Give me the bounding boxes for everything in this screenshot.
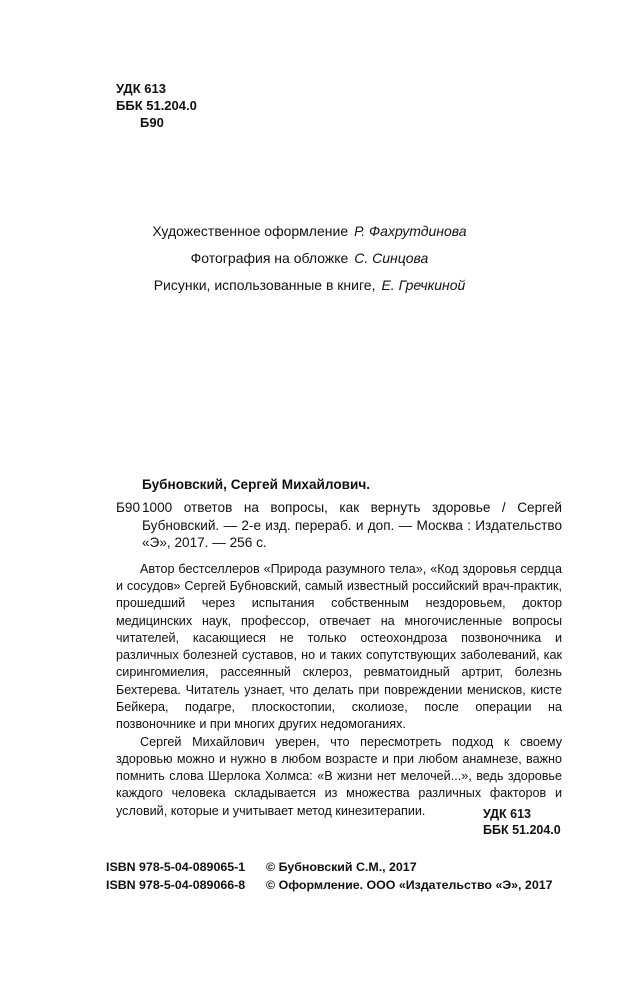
imprint-block <box>106 858 576 894</box>
record-author-heading: Бубновский, Сергей Михайлович. <box>142 477 371 492</box>
udk-code: УДК 613 <box>116 81 166 96</box>
record-description: 1000 ответов на вопросы, как вернуть здоровье / Сергей Бубновский. — 2-е изд. перераб. и доп. — Москва : Издательство «Э», 2017. — 256 с. <box>142 500 562 551</box>
author-mark: Б90 <box>140 115 164 130</box>
imprint-row <box>106 858 576 876</box>
isbn: ISBN 978-5-04-089066-8 <box>106 878 246 892</box>
credit-name: Е. Гречкиной <box>381 277 466 293</box>
annotation-paragraph: Автор бестселлеров «Природа разумного тела», «Код здоровья сердца и сосудов» Сергей Бубновский, самый известный российский врач-практик, прошедший через испытания собственным нездоровьем, доктор медицинских наук, профессор, отвечает на многочисленные вопросы читателей, касающиеся не только остеохондроза позвоночника и различных болезней суставов, но и таких сопутствующих заболеваний, как сирингомиелия, рассеянный склероз, ревматоидный артрит, болезнь Бехтерева. Читатель узнает, что делать при повреждении менисков, кисте Бейкера, подагре, плоскостопии, сколиозе, после операции на позвоночнике и при многих других недомоганиях. <box>116 561 562 732</box>
credit-role: Рисунки, использованные в книге, <box>153 277 376 293</box>
credit-art-design <box>0 218 619 245</box>
credit-role: Художественное оформление <box>152 223 349 239</box>
classification-top <box>116 80 197 131</box>
bbk-code: ББК 51.204.0 <box>483 823 561 837</box>
bibliographic-record <box>116 476 562 820</box>
isbn: ISBN 978-5-04-089065-1 <box>106 860 246 874</box>
credit-role: Фотография на обложке <box>190 250 349 266</box>
udk-code: УДК 613 <box>483 807 532 821</box>
annotation <box>116 561 562 820</box>
credits-block <box>0 218 619 299</box>
record-description-row <box>116 499 562 551</box>
credit-cover-photo <box>0 245 619 272</box>
copyright: © Оформление. ООО «Издательство «Э», 2017 <box>266 878 553 892</box>
annotation-paragraph: Сергей Михайлович уверен, что пересмотреть подход к своему здоровью можно и нужно в любом возрасте и при любом анамнезе, важно помнить слова Шерлока Холмса: «В жизни нет мелочей...», ведь здоровье каждого человека складывается из множества различных факторов и условий, которые и учитывает метод кинезитерапии. <box>116 734 562 818</box>
credit-name: Р. Фахрутдинова <box>354 223 467 239</box>
credit-illustrations <box>0 272 619 299</box>
bbk-code: ББК 51.204.0 <box>116 98 197 113</box>
classification-bottom <box>483 806 561 838</box>
credit-name: С. Синцова <box>354 250 429 266</box>
record-author-mark: Б90 <box>116 500 141 516</box>
copyright: © Бубновский С.М., 2017 <box>266 860 417 874</box>
imprint-row <box>106 876 576 894</box>
